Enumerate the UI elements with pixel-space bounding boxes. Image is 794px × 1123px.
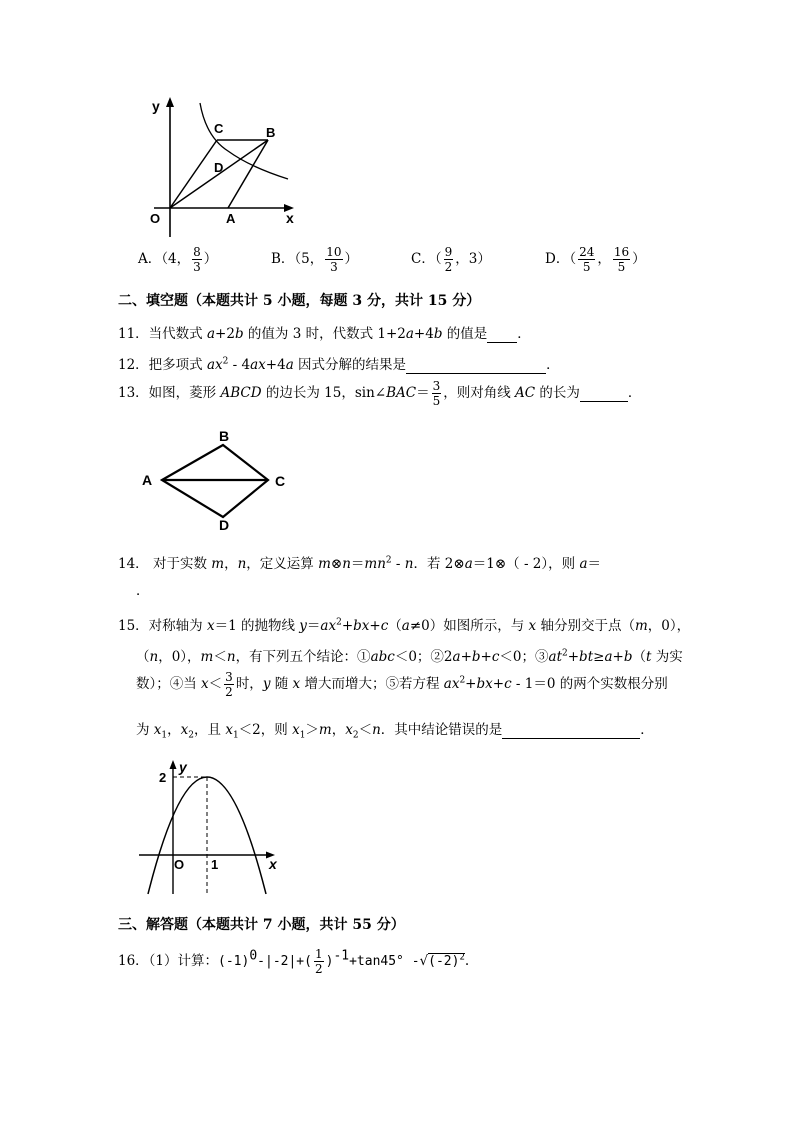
fig3-label-y: y <box>179 759 187 775</box>
fig2-label-b: B <box>219 428 230 444</box>
y-axis-arrow <box>166 97 174 107</box>
question-14: 14． 对于实数 m，n，定义运算 $m\otimes n=mn^2 - n$．若 2⊗a＝1⊗（ - 2），则 a＝ <box>118 555 602 572</box>
figure-parabola <box>135 752 285 897</box>
fig3-y-axis-arrow <box>170 760 177 769</box>
question-12: 12．把多项式 $ax^2 - 4ax+4a$ 因式分解的结果是 ． <box>118 356 560 373</box>
question-14-cont: ． <box>136 583 150 599</box>
answer-blank-11[interactable] <box>487 326 517 343</box>
fig1-label-x: x <box>286 210 294 226</box>
option-a: A．（4， $\frac{8}{3}$ ） <box>138 245 218 274</box>
fig3-label-2: 2 <box>159 770 167 785</box>
figure-rhombus-abcd <box>138 425 298 535</box>
answer-blank-13[interactable] <box>580 385 628 402</box>
fig1-label-o: O <box>150 211 161 226</box>
fig3-label-o: O <box>174 857 185 872</box>
question-15-line-1: 15．对称轴为 x＝1 的抛物线 $y=ax^2+bx+c(a\ne 0)$如图所示，与 x 轴分别交于点（m，0）， <box>118 617 691 634</box>
option-d: D．（ $\frac{24}{5}$ ， $\frac{16}{5}$ ） <box>545 245 646 274</box>
section-3-heading: 三、解答题（本题共计 7 小题，共计 55 分） <box>118 917 405 933</box>
fig3-label-x: x <box>269 856 277 872</box>
fig1-label-d: D <box>214 160 224 175</box>
fig1-label-b: B <box>266 125 276 140</box>
fig2-label-c: C <box>275 473 286 489</box>
question-13: 13．如图，菱形 ABCD 的边长为 15，sin∠BAC＝ $\frac{3}{5}$ ，则对角线 AC 的长为 ． <box>118 379 642 408</box>
fig1-label-y: y <box>152 98 160 114</box>
segment-oc <box>170 140 217 208</box>
segment-ab <box>228 140 268 208</box>
answer-blank-15[interactable] <box>502 722 640 739</box>
section-2-heading: 二、填空题（本题共计 5 小题，每题 3 分，共计 15 分） <box>118 293 481 309</box>
answer-blank-12[interactable] <box>406 357 546 374</box>
fig3-label-1: 1 <box>211 857 219 872</box>
sqrt-symbol: √ <box>419 953 429 969</box>
question-15-line-4: 为 $x_1$，$x_2$，且 $x_1<2$，则 $x_1>m$，$x_2<n$．其中结论错误的是 ． <box>136 722 654 741</box>
question-11: 11．当代数式 a+2b 的值为 3 时，代数式 1+2a+4b 的值是 ． <box>118 326 531 342</box>
option-c: C．（ $\frac{9}{2}$ ，3） <box>411 245 491 274</box>
question-15-line-2: （n，0），m＜n，有下列五个结论：①abc＜0；②2a+b+c＜0；$③at^2+bt\ge a+b(t$ 为实 <box>136 648 683 665</box>
fig1-label-c: C <box>214 121 224 136</box>
fig2-label-a: A <box>142 472 153 488</box>
fig2-label-d: D <box>219 517 230 533</box>
option-b: B．（5， $\frac{10}{3}$ ） <box>271 245 359 274</box>
fig1-label-a: A <box>226 211 236 226</box>
question-16: 16．（1）计算：$(-1)^0-|-2|+$( $\frac{1}{2}$ )$^{-1}$+tan45° $-√(-2)^2$. <box>118 947 470 976</box>
figure-coordinate-rhombus <box>140 95 310 240</box>
question-15-line-3: 数）；④当 x＜ $\frac{3}{2}$ 时，y 随 x 增大而增大；⑤若方程 $ax^2+bx+c - 1=0$ 的两个实数根分别 <box>136 670 668 699</box>
